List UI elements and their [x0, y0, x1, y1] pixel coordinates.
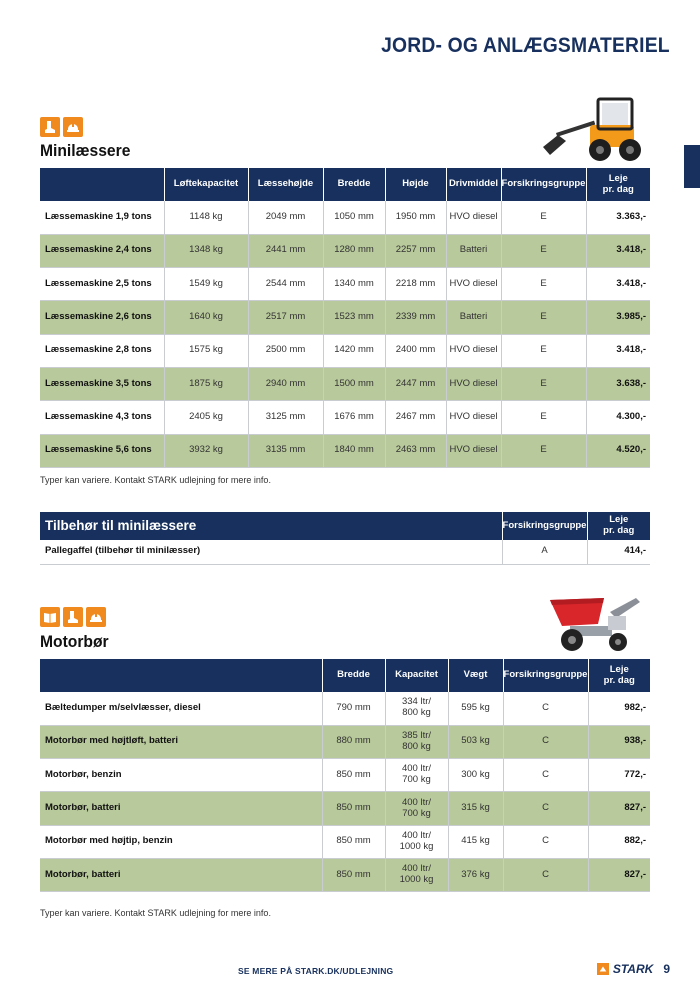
helmet-icon: [86, 607, 106, 627]
table-cell: 1148 kg: [164, 201, 248, 234]
table-cell: 1280 mm: [323, 234, 385, 267]
table-cell: HVO diesel: [446, 367, 501, 400]
table-cell: 850 mm: [322, 825, 385, 858]
table-row: [40, 201, 650, 234]
price-cell: 982,-: [588, 692, 650, 725]
col-header: Drivmiddel: [446, 168, 501, 201]
table-row: [40, 792, 650, 825]
table-cell: HVO diesel: [446, 401, 501, 434]
row-name: Læssemaskine 5,6 tons: [40, 434, 164, 467]
motorbor-ppe-icons: [40, 607, 106, 627]
table-row: [40, 858, 650, 891]
header-line: pr. dag: [602, 183, 634, 195]
table-cell: E: [501, 268, 586, 301]
price-cell: 4.520,-: [586, 434, 650, 467]
table-cell: 1050 mm: [323, 201, 385, 234]
price-cell: 3.363,-: [586, 201, 650, 234]
col-header: Højde: [385, 168, 446, 201]
row-name: Læssemaskine 3,5 tons: [40, 367, 164, 400]
col-header: Kapacitet: [385, 659, 448, 692]
table-cell: 315 kg: [448, 792, 503, 825]
motorbor-note: Typer kan variere. Kontakt STARK udlejning for mere info.: [40, 908, 271, 918]
table-cell: 2463 mm: [385, 434, 446, 467]
table-cell: HVO diesel: [446, 201, 501, 234]
row-name: Læssemaskine 2,5 tons: [40, 268, 164, 301]
table-cell: E: [501, 234, 586, 267]
table-cell: C: [503, 792, 588, 825]
table-cell: 3125 mm: [248, 401, 323, 434]
col-header: Læssehøjde: [248, 168, 323, 201]
table-header-row: [40, 168, 650, 201]
table-cell: E: [501, 434, 586, 467]
header-line: pr. dag: [603, 674, 635, 686]
table-cell: 2257 mm: [385, 234, 446, 267]
table-cell: 2441 mm: [248, 234, 323, 267]
header-line: Leje: [609, 514, 629, 526]
table-cell: 1575 kg: [164, 334, 248, 367]
motorbor-table: [40, 659, 650, 892]
power-barrow-illustration: [548, 592, 648, 658]
table-cell: 2218 mm: [385, 268, 446, 301]
row-name: Motorbør med højtip, benzin: [40, 825, 322, 858]
row-name: Læssemaskine 1,9 tons: [40, 201, 164, 234]
table-row: [40, 301, 650, 334]
table-cell: 850 mm: [322, 792, 385, 825]
table-cell: HVO diesel: [446, 268, 501, 301]
price-cell: 3.638,-: [586, 367, 650, 400]
page-number: 9: [663, 962, 670, 976]
capacity-cell: [385, 725, 448, 758]
price-cell: 938,-: [588, 725, 650, 758]
table-cell: C: [503, 692, 588, 725]
brand-name: STARK: [612, 962, 654, 976]
table-row: [40, 334, 650, 367]
capacity-line: 400 ltr/: [401, 763, 432, 775]
col-header: [40, 659, 322, 692]
table-cell: 3135 mm: [248, 434, 323, 467]
table-row: [40, 268, 650, 301]
table-row: [40, 759, 650, 792]
price-cell: 3.418,-: [586, 268, 650, 301]
table-cell: 880 mm: [322, 725, 385, 758]
table-cell: E: [501, 301, 586, 334]
capacity-cell: [385, 858, 448, 891]
accessories-title: Tilbehør til minilæssere: [40, 512, 502, 540]
mini-loader-illustration: [540, 95, 645, 165]
capacity-cell: [385, 692, 448, 725]
table-cell: 850 mm: [322, 759, 385, 792]
row-name: Motorbør med højtløft, batteri: [40, 725, 322, 758]
table-cell: 2339 mm: [385, 301, 446, 334]
col-header: [587, 512, 650, 540]
capacity-line: 400 ltr/: [401, 863, 432, 875]
table-cell: 2500 mm: [248, 334, 323, 367]
table-cell: 1500 mm: [323, 367, 385, 400]
table-cell: 1348 kg: [164, 234, 248, 267]
table-row: [40, 540, 650, 564]
table-cell: 300 kg: [448, 759, 503, 792]
helmet-icon: [63, 117, 83, 137]
table-cell: 1523 mm: [323, 301, 385, 334]
row-name: Læssemaskine 2,6 tons: [40, 301, 164, 334]
table-row: [40, 234, 650, 267]
price-cell: 3.985,-: [586, 301, 650, 334]
table-cell: 2049 mm: [248, 201, 323, 234]
capacity-line: 700 kg: [402, 774, 431, 786]
capacity-line: 400 ltr/: [401, 829, 432, 841]
minilaessere-note: Typer kan variere. Kontakt STARK udlejning for mere info.: [40, 475, 271, 485]
header-line: Leje: [609, 663, 629, 675]
capacity-line: 700 kg: [402, 807, 431, 819]
boot-icon: [63, 607, 83, 627]
table-cell: 595 kg: [448, 692, 503, 725]
col-header: Forsikringsgruppe: [502, 512, 587, 540]
table-cell: 1640 kg: [164, 301, 248, 334]
row-name: Motorbør, batteri: [40, 858, 322, 891]
minilaessere-table: [40, 168, 650, 468]
capacity-cell: [385, 759, 448, 792]
table-row: [40, 401, 650, 434]
table-cell: 2517 mm: [248, 301, 323, 334]
footer-brand: [597, 962, 670, 976]
table-cell: Batteri: [446, 234, 501, 267]
capacity-line: 1000 kg: [399, 874, 434, 886]
table-header-row: [40, 659, 650, 692]
boot-icon: [40, 117, 60, 137]
header-line: Leje: [608, 172, 628, 184]
table-cell: 1340 mm: [323, 268, 385, 301]
footer-link[interactable]: SE MERE PÅ STARK.DK/UDLEJNING: [238, 966, 394, 976]
motorbor-title: Motorbør: [40, 632, 109, 651]
table-cell: HVO diesel: [446, 334, 501, 367]
table-cell: E: [501, 401, 586, 434]
table-row: [40, 725, 650, 758]
table-cell: 1420 mm: [323, 334, 385, 367]
table-cell: 2467 mm: [385, 401, 446, 434]
table-cell: 1875 kg: [164, 367, 248, 400]
col-header: Forsikringsgruppe: [503, 659, 588, 692]
table-cell: C: [503, 858, 588, 891]
header-line: pr. dag: [603, 525, 635, 536]
table-cell: E: [501, 334, 586, 367]
table-cell: E: [501, 201, 586, 234]
table-cell: 850 mm: [322, 858, 385, 891]
row-name: Motorbør, batteri: [40, 792, 322, 825]
table-cell: Batteri: [446, 301, 501, 334]
table-cell: C: [503, 825, 588, 858]
minilaessere-ppe-icons: [40, 117, 83, 137]
row-name: Læssemaskine 2,4 tons: [40, 234, 164, 267]
col-header: Bredde: [323, 168, 385, 201]
table-cell: 415 kg: [448, 825, 503, 858]
price-cell: 414,-: [587, 540, 650, 564]
col-header: Vægt: [448, 659, 503, 692]
table-cell: 376 kg: [448, 858, 503, 891]
price-cell: 3.418,-: [586, 234, 650, 267]
table-cell: 2447 mm: [385, 367, 446, 400]
stark-logo-icon: [597, 963, 609, 975]
capacity-cell: [385, 825, 448, 858]
side-tab-marker: [684, 145, 700, 188]
price-cell: 4.300,-: [586, 401, 650, 434]
col-header: [40, 168, 164, 201]
table-cell: 2405 kg: [164, 401, 248, 434]
page-title: JORD- OG ANLÆGSMATERIEL: [381, 34, 670, 57]
manual-icon: [40, 607, 60, 627]
capacity-line: 400 ltr/: [401, 796, 432, 808]
table-cell: 2400 mm: [385, 334, 446, 367]
price-cell: 3.418,-: [586, 334, 650, 367]
row-name: Bæltedumper m/selvlæsser, diesel: [40, 692, 322, 725]
table-cell: E: [501, 367, 586, 400]
capacity-line: 385 ltr/: [401, 730, 432, 742]
table-cell: 3932 kg: [164, 434, 248, 467]
table-cell: 1840 mm: [323, 434, 385, 467]
capacity-line: 800 kg: [402, 740, 431, 752]
price-cell: 882,-: [588, 825, 650, 858]
table-cell: 1950 mm: [385, 201, 446, 234]
minilaessere-title: Minilæssere: [40, 141, 131, 160]
table-cell: A: [502, 540, 587, 564]
capacity-line: 334 ltr/: [401, 696, 432, 708]
table-cell: 790 mm: [322, 692, 385, 725]
capacity-line: 800 kg: [402, 707, 431, 719]
row-name: Pallegaffel (tilbehør til minilæsser): [40, 540, 502, 564]
table-row: [40, 434, 650, 467]
table-row: [40, 825, 650, 858]
price-cell: 772,-: [588, 759, 650, 792]
col-header: [586, 168, 650, 201]
table-cell: 1676 mm: [323, 401, 385, 434]
table-cell: 2940 mm: [248, 367, 323, 400]
table-cell: C: [503, 725, 588, 758]
row-name: Motorbør, benzin: [40, 759, 322, 792]
col-header: Bredde: [322, 659, 385, 692]
row-name: Læssemaskine 4,3 tons: [40, 401, 164, 434]
accessories-table: [40, 512, 650, 565]
capacity-cell: [385, 792, 448, 825]
table-cell: 1549 kg: [164, 268, 248, 301]
table-header-row: [40, 512, 650, 540]
col-header: Løftekapacitet: [164, 168, 248, 201]
capacity-line: 1000 kg: [399, 840, 434, 852]
price-cell: 827,-: [588, 858, 650, 891]
table-cell: 2544 mm: [248, 268, 323, 301]
table-cell: 503 kg: [448, 725, 503, 758]
row-name: Læssemaskine 2,8 tons: [40, 334, 164, 367]
table-row: [40, 367, 650, 400]
table-cell: C: [503, 759, 588, 792]
table-cell: HVO diesel: [446, 434, 501, 467]
col-header: Forsikringsgruppe: [501, 168, 586, 201]
price-cell: 827,-: [588, 792, 650, 825]
table-row: [40, 692, 650, 725]
col-header: [588, 659, 650, 692]
